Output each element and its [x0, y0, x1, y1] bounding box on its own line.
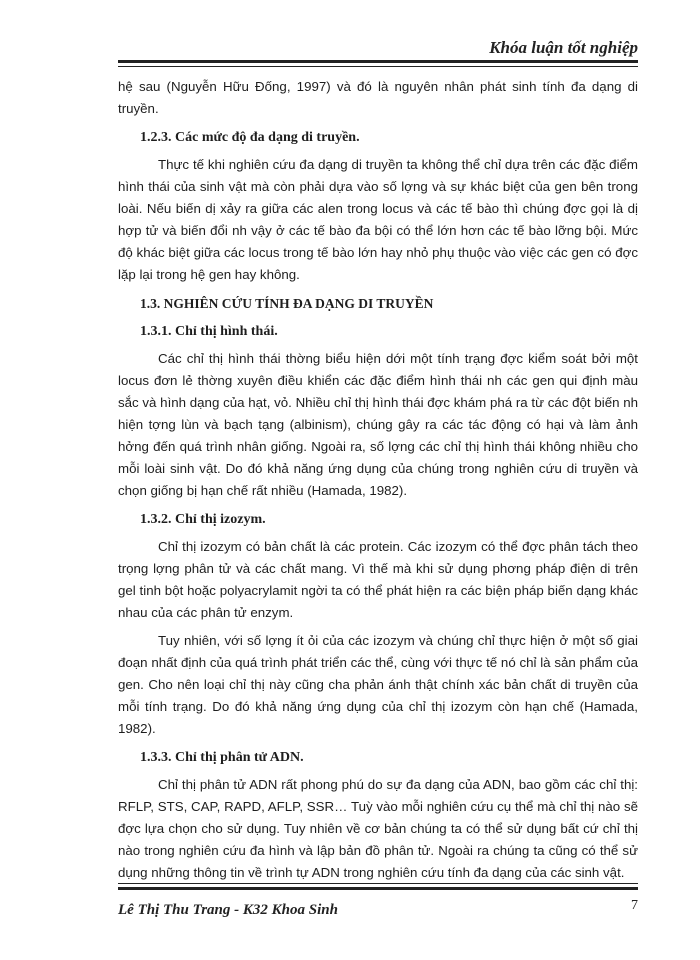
heading-1-2-3: 1.2.3. Các mức độ đa dạng di truyền.	[140, 130, 360, 145]
paragraph-isozyme-limitations: Tuy nhiên, với số lợng ít ỏi của các izozym và chúng chỉ thực hiện ở một số giai đoạn nhất định của quá trình phát triển các thể, cùng với thực tế nó chỉ là sản phẩm của gen. Cho nên loại chỉ thị này cũng cha phản ánh thật chính xác bản chất di truyền của mỗi tính trạng. Do đó khả năng ứng dụng của chỉ thị izozym còn hạn chế (Hamada, 1982).	[118, 633, 638, 736]
paragraph-continuation: hệ sau (Nguyễn Hữu Đống, 1997) và đó là nguyên nhân phát sinh tính đa dạng di truyền.	[118, 79, 638, 116]
page-number: 7	[631, 898, 638, 913]
page-body	[118, 76, 638, 890]
heading-1-3-3: 1.3.3. Chỉ thị phân tử ADN.	[140, 750, 304, 765]
paragraph-isozyme-markers: Chỉ thị izozym có bản chất là các protein. Các izozym có thể đợc phân tách theo trọng lợng phân tử và các chất mang. Vì thế mà khi sử dụng phơng pháp điện di trên gel tinh bột hoặc polyacrylamit ngời ta có thể phát hiện ra các biện pháp biến dạng khác nhau của các phân tử enzym.	[118, 539, 638, 620]
header-rule	[118, 60, 638, 63]
paragraph-dna-markers: Chỉ thị phân tử ADN rất phong phú do sự đa dạng của ADN, bao gồm các chỉ thị: RFLP, STS, CAP, RAPD, AFLP, SSR… Tuỳ vào mỗi nghiên cứu cụ thể mà chỉ thị nào sẽ đợc lựa chọn cho sử dụng. Tuy nhiên về cơ bản chúng ta có thể sử dụng bất cứ chỉ thị nào trong nghiên cứu đa hình và lập bản đồ phân tử. Ngoài ra chúng ta cũng có thể sử dụng những thông tin về trình tự ADN trong nghiên cứu tính đa dạng của các sinh vật.	[118, 777, 638, 880]
heading-1-3: 1.3. NGHIÊN CỨU TÍNH ĐA DẠNG DI TRUYỀN	[140, 296, 434, 311]
paragraph-morphological-markers: Các chỉ thị hình thái thờng biểu hiện dới một tính trạng đợc kiểm soát bởi một locus đơn lẻ thờng xuyên điều khiển các đặc điểm hình thái nh các gen qui định màu sắc và hình dạng của hạt, vỏ. Nhiều chỉ thị hình thái đợc khám phá ra từ các đột biến nh hiện tợng lùn và bạch tạng (albinism), chúng gây ra các tác động có hại và làm ảnh hởng đến quá trình nhân giống. Ngoài ra, số lợng các chỉ thị hình thái không nhiều cho mỗi loài sinh vật. Do đó khả năng ứng dụng của chúng trong nghiên cứu di truyền và chọn giống bị hạn chế rất nhiều (Hamada, 1982).	[118, 351, 638, 498]
footer-author: Lê Thị Thu Trang - K32 Khoa Sinh	[118, 902, 338, 918]
paragraph-genetic-diversity-levels: Thực tế khi nghiên cứu đa dạng di truyền ta không thể chỉ dựa trên các đặc điểm hình thái của sinh vật mà còn phải dựa vào số lợng và sự khác biệt của gen bên trong loài. Nếu biến dị xảy ra giữa các alen trong locus và các tế bào thì chúng đợc gọi là dị hợp tử và biến đổi nh vậy ở các tế bào đa bội có thể lớn hơn các tế bào lỡng bội. Mức độ khác biệt giữa các locus trong tế bào lớn hay nhỏ phụ thuộc vào việc các gen có đợc lặp lại trong hệ gen hay không.	[118, 157, 638, 282]
footer-rule	[118, 887, 638, 890]
heading-1-3-2: 1.3.2. Chỉ thị izozym.	[140, 512, 266, 527]
footer-rule-thin	[118, 883, 638, 884]
heading-1-3-1: 1.3.1. Chỉ thị hình thái.	[140, 324, 278, 339]
header-rule-thin	[118, 66, 638, 67]
header-title: Khóa luận tốt nghiệp	[489, 38, 638, 57]
